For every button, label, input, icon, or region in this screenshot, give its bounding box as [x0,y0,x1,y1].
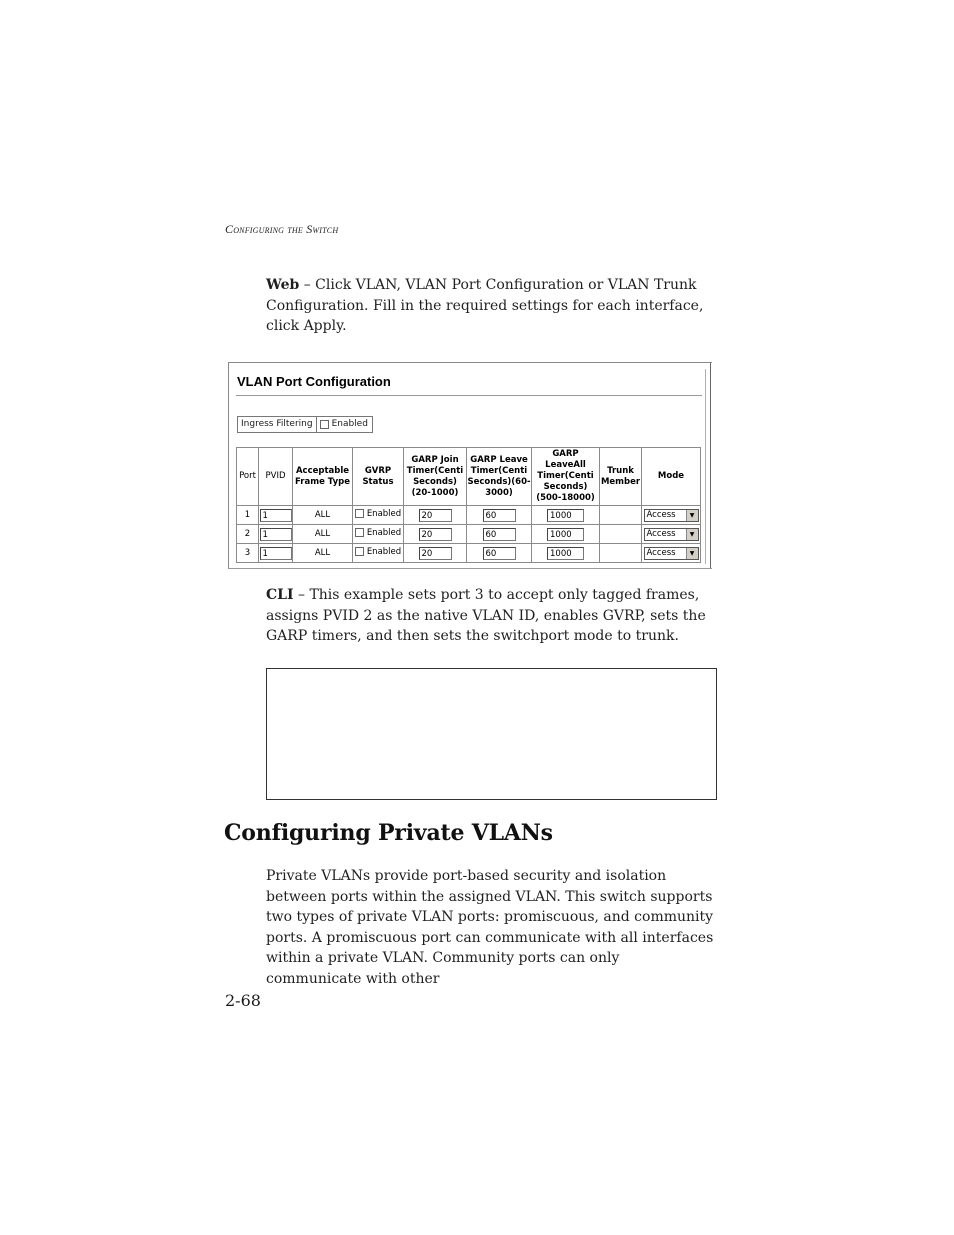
section-heading: Configuring Private VLANs [224,820,553,846]
screenshot-title: VLAN Port Configuration [237,374,391,389]
trunk-member-cell [600,544,642,563]
pvid-input[interactable]: 1 [260,509,292,522]
garp-leaveall-input[interactable]: 1000 [547,528,584,541]
pvid-input[interactable]: 1 [260,528,292,541]
trunk-member-cell [600,506,642,525]
gvrp-checkbox[interactable] [355,528,364,537]
web-instructions-paragraph [266,275,716,337]
col-header-garp-leave: GARP Leave Timer(Centi Seconds)(60-3000) [467,448,532,506]
gvrp-option[interactable] [355,509,401,519]
frame-type-cell: ALL [293,525,353,544]
frame-type-cell: ALL [293,544,353,563]
cli-label: CLI [266,587,294,603]
garp-join-input[interactable]: 20 [419,547,452,560]
col-header-trunk-member: Trunk Member [600,448,642,506]
running-head-text: Configuring the Switch [225,222,339,236]
garp-leaveall-input[interactable]: 1000 [547,509,584,522]
col-header-port: Port [237,448,259,506]
ingress-filtering-option[interactable] [317,417,372,432]
private-vlan-paragraph: Private VLANs provide port-based security and isolation between ports within the assigned VLAN. This switch supports two types of private VLAN ports: promiscuous, and community ports. A promiscuous port can communicate with all interfaces within a private VLAN. Community ports can only communicate with other [266,868,714,987]
trunk-member-cell [600,525,642,544]
gvrp-option[interactable] [355,528,401,538]
mode-select[interactable] [644,528,699,541]
frame-edge-outer [710,363,711,568]
pvid-input[interactable]: 1 [260,547,292,560]
running-head [225,222,338,237]
frame-edge [705,369,706,564]
port-cell: 2 [237,525,259,544]
web-label: Web [266,277,300,293]
port-cell: 1 [237,506,259,525]
mode-select[interactable] [644,547,699,560]
col-header-garp-leaveall: GARP LeaveAll Timer(Centi Seconds)(500-18000) [532,448,600,506]
vlan-port-table [236,447,701,563]
title-divider [236,395,702,397]
col-header-gvrp-status: GVRP Status [353,448,404,506]
garp-join-input[interactable]: 20 [419,509,452,522]
garp-leave-input[interactable]: 60 [483,547,516,560]
col-header-acceptable-frame-type: Acceptable Frame Type [293,448,353,506]
gvrp-checkbox[interactable] [355,509,364,518]
cli-instructions-paragraph [266,585,716,647]
dropdown-arrow-icon[interactable]: ▼ [686,529,698,540]
ingress-filtering-label: Ingress Filtering [238,417,317,432]
gvrp-label: Enabled [366,508,402,519]
garp-join-input[interactable]: 20 [419,528,452,541]
frame-type-cell: ALL [293,506,353,525]
gvrp-checkbox[interactable] [355,547,364,556]
gvrp-label: Enabled [366,527,402,538]
mode-value: Access [646,528,676,539]
mode-value: Access [646,547,676,558]
garp-leave-input[interactable]: 60 [483,528,516,541]
dropdown-arrow-icon[interactable]: ▼ [686,548,698,559]
dropdown-arrow-icon[interactable]: ▼ [686,510,698,521]
port-cell: 3 [237,544,259,563]
col-header-mode: Mode [642,448,701,506]
vlan-port-config-screenshot [228,362,712,569]
col-header-pvid: PVID [259,448,293,506]
cli-text: – This example sets port 3 to accept only tagged frames, assigns PVID 2 as the native VLAN ID, enables GVRP, sets the GARP timers, and then sets the switchport mode to trunk. [266,587,706,644]
ingress-enabled-label: Enabled [331,419,368,429]
garp-leave-input[interactable]: 60 [483,509,516,522]
table-row [237,544,701,563]
col-header-garp-join: GARP Join Timer(Centi Seconds)(20-1000) [404,448,467,506]
page-number: 2-68 [225,991,261,1010]
web-text: – Click VLAN, VLAN Port Configuration or VLAN Trunk Configuration. Fill in the required settings for each interface, click Apply. [266,277,704,334]
cli-example-box [266,668,717,800]
table-row [237,506,701,525]
table-row [237,525,701,544]
ingress-filtering-control [237,416,373,433]
gvrp-option[interactable] [355,547,401,557]
ingress-filtering-checkbox[interactable] [320,420,329,429]
gvrp-label: Enabled [366,546,402,557]
mode-value: Access [646,509,676,520]
garp-leaveall-input[interactable]: 1000 [547,547,584,560]
mode-select[interactable] [644,509,699,522]
